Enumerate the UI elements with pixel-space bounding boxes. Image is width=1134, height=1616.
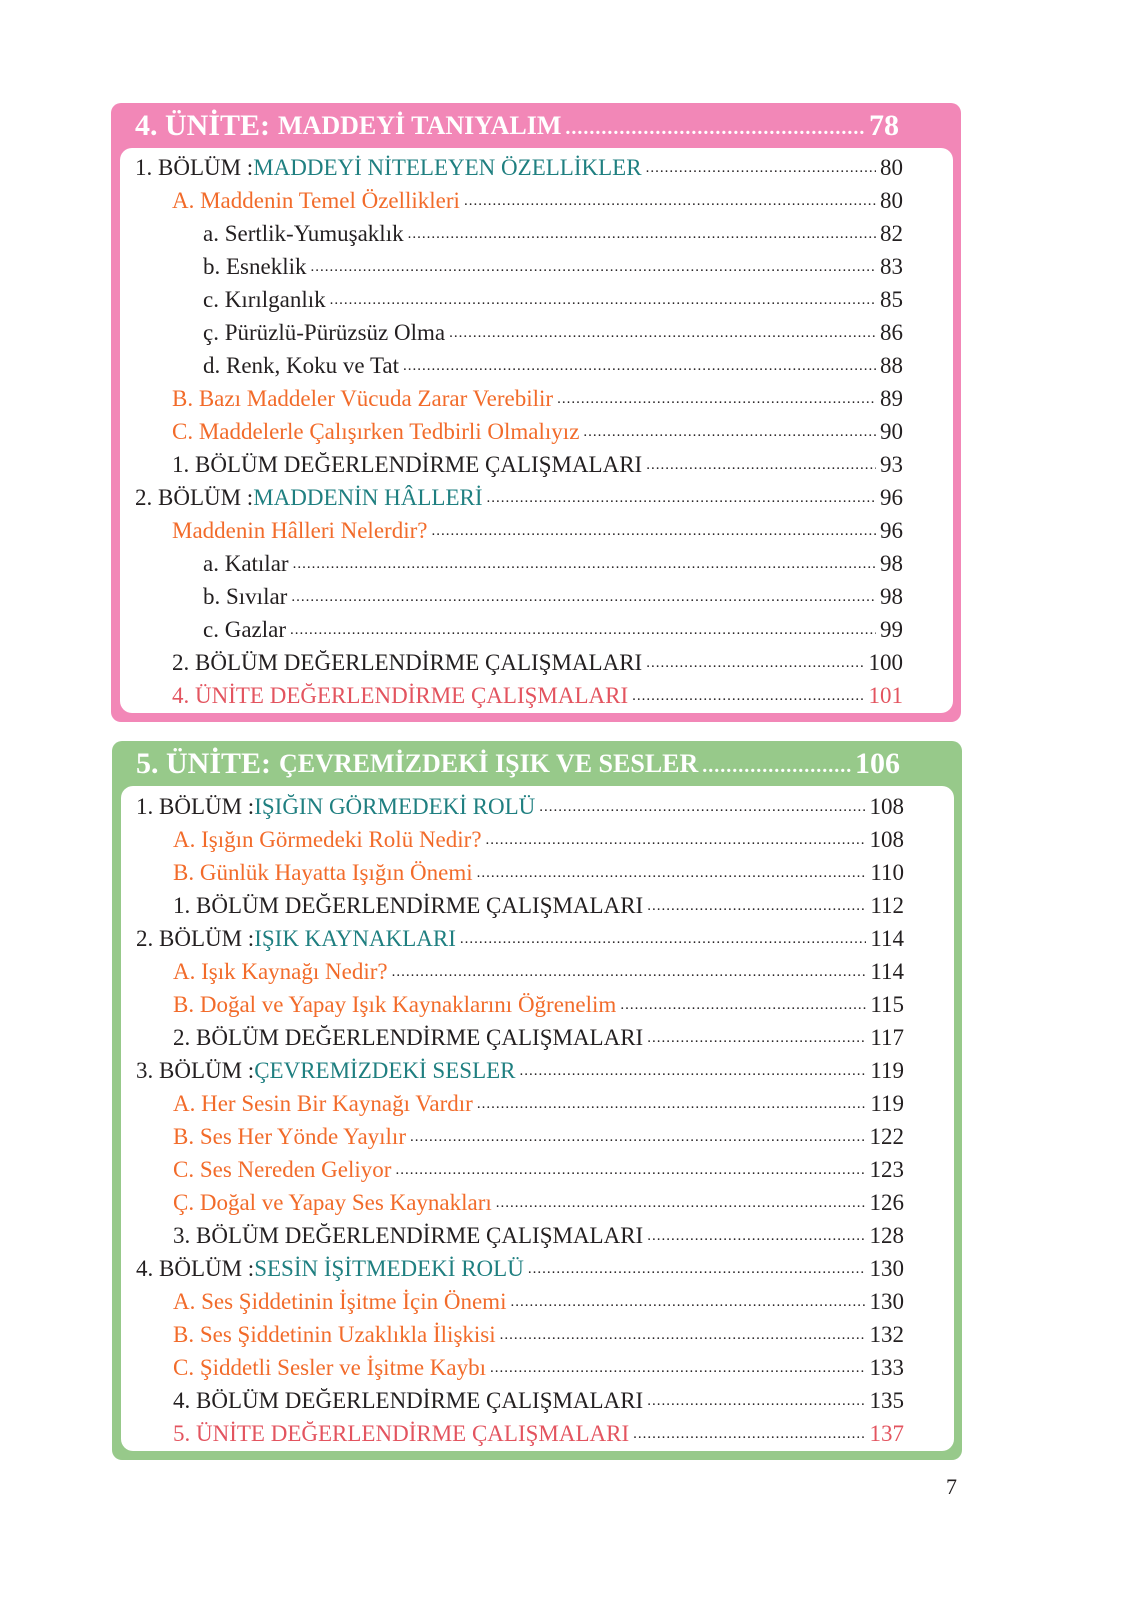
dot-leader: [620, 997, 866, 1021]
dot-leader: [647, 1228, 865, 1252]
toc-entry-bolum[interactable]: [136, 922, 904, 955]
entry-page: 117: [870, 1024, 904, 1050]
entry-page: 126: [869, 1189, 904, 1215]
toc-entry-sub[interactable]: [136, 856, 904, 889]
toc-entry-bolum[interactable]: [136, 1252, 904, 1285]
section-prefix: 2. BÖLÜM :: [136, 925, 255, 951]
toc-entry-bolum[interactable]: [135, 481, 903, 514]
unit-page: 106: [855, 746, 900, 780]
toc-entry-bolum[interactable]: [135, 151, 903, 184]
toc-entry-eval[interactable]: [135, 646, 903, 679]
entry-page: 132: [869, 1321, 904, 1347]
toc-entry-sub[interactable]: [136, 1318, 904, 1351]
entry-title: Maddenin Hâlleri Nelerdir?: [172, 517, 428, 543]
toc-entry-sub[interactable]: [136, 1120, 904, 1153]
entry-title: A. Işığın Görmedeki Rolü Nedir?: [173, 826, 482, 852]
dot-leader: [477, 1096, 867, 1120]
dot-leader: [486, 832, 866, 856]
dot-leader: [646, 160, 876, 184]
toc-entry-item[interactable]: [135, 250, 903, 283]
toc-entry-sub[interactable]: [136, 1087, 904, 1120]
section-title: IŞIĞIN GÖRMEDEKİ ROLÜ: [254, 793, 536, 819]
entry-title: 2. BÖLÜM DEĞERLENDİRME ÇALIŞMALARI: [173, 1024, 644, 1050]
section-prefix: 2. BÖLÜM :: [135, 484, 254, 510]
unit-title: MADDEYİ TANIYALIM: [278, 110, 562, 140]
entry-page: 115: [870, 991, 904, 1017]
entry-title: C. Şiddetli Sesler ve İşitme Kaybı: [173, 1354, 487, 1380]
entry-page: 130: [869, 1255, 904, 1281]
entry-page: 96: [880, 484, 903, 510]
entry-title: b. Esneklik: [203, 253, 307, 279]
section-prefix: 4. BÖLÜM :: [136, 1255, 255, 1281]
entry-page: 123: [869, 1156, 904, 1182]
entry-title: B. Günlük Hayatta Işığın Önemi: [173, 859, 473, 885]
dot-leader: [291, 589, 876, 613]
dot-leader: [646, 457, 876, 481]
unit-title: ÇEVREMİZDEKİ IŞIK VE SESLER: [279, 748, 699, 778]
entry-title: A. Ses Şiddetinin İşitme İçin Önemi: [173, 1288, 507, 1314]
entry-page: 112: [870, 892, 904, 918]
dot-leader: [539, 799, 865, 823]
toc-entry-sub[interactable]: [135, 382, 903, 415]
dot-leader: [431, 523, 876, 547]
dot-leader: [647, 1393, 865, 1417]
entry-title: Ç. Doğal ve Yapay Ses Kaynakları: [173, 1189, 492, 1215]
toc-entry-bolum[interactable]: [136, 790, 904, 823]
entry-title: A. Işık Kaynağı Nedir?: [173, 958, 388, 984]
dot-leader: [290, 622, 876, 646]
dot-leader: [520, 1063, 867, 1087]
toc-entry-sub[interactable]: [135, 184, 903, 217]
entry-title: a. Katılar: [203, 550, 289, 576]
entry-title: 5. ÜNİTE DEĞERLENDİRME ÇALIŞMALARI: [173, 1420, 630, 1446]
entry-title: b. Sıvılar: [203, 583, 288, 609]
entry-title: d. Renk, Koku ve Tat: [203, 352, 399, 378]
dot-leader: [392, 964, 867, 988]
entry-page: 99: [880, 616, 903, 642]
toc-entry-eval[interactable]: [136, 1219, 904, 1252]
dot-leader: [464, 193, 876, 217]
entry-page: 90: [880, 418, 903, 444]
entry-page: 114: [870, 925, 904, 951]
toc-entry-sub[interactable]: [135, 415, 903, 448]
entry-page: 122: [869, 1123, 904, 1149]
dot-leader: [583, 424, 876, 448]
section-prefix: 1. BÖLÜM :: [136, 793, 255, 819]
section-prefix: 3. BÖLÜM :: [136, 1057, 255, 1083]
dot-leader: [702, 755, 851, 786]
dot-leader: [408, 226, 876, 250]
dot-leader: [632, 688, 864, 712]
dot-leader: [395, 1162, 865, 1186]
entry-page: 85: [880, 286, 903, 312]
unit-5-box: [112, 741, 962, 1460]
toc-list: [120, 148, 953, 713]
toc-entry-item[interactable]: [135, 580, 903, 613]
toc-entry-item[interactable]: [135, 283, 903, 316]
entry-page: 80: [880, 154, 903, 180]
dot-leader: [490, 1360, 865, 1384]
toc-entry-bolum[interactable]: [136, 1054, 904, 1087]
entry-page: 96: [880, 517, 903, 543]
entry-page: 80: [880, 187, 903, 213]
entry-page: 108: [869, 826, 904, 852]
unit-header[interactable]: [111, 103, 961, 148]
entry-title: C. Maddelerle Çalışırken Tedbirli Olmalıyız: [172, 418, 580, 444]
entry-page: 133: [869, 1354, 904, 1380]
entry-page: 86: [880, 319, 903, 345]
dot-leader: [565, 117, 865, 148]
dot-leader: [460, 931, 866, 955]
toc-entry-sub[interactable]: [136, 1153, 904, 1186]
entry-title: 2. BÖLÜM DEĞERLENDİRME ÇALIŞMALARI: [172, 649, 643, 675]
section-title: IŞIK KAYNAKLARI: [254, 925, 456, 951]
toc-entry-sub[interactable]: [136, 1186, 904, 1219]
entry-title: 4. ÜNİTE DEĞERLENDİRME ÇALIŞMALARI: [172, 682, 629, 708]
entry-page: 93: [880, 451, 903, 477]
dot-leader: [477, 865, 867, 889]
unit-number: 4. ÜNİTE:: [135, 108, 271, 142]
dot-leader: [403, 358, 876, 382]
dot-leader: [510, 1294, 865, 1318]
section-title: MADDENİN HÂLLERİ: [253, 484, 483, 510]
dot-leader: [633, 1426, 865, 1450]
entry-title: ç. Pürüzlü-Pürüzsüz Olma: [203, 319, 446, 345]
entry-title: a. Sertlik-Yumuşaklık: [203, 220, 404, 246]
entry-title: c. Kırılganlık: [203, 286, 326, 312]
entry-title: c. Gazlar: [203, 616, 286, 642]
toc-entry-item[interactable]: [135, 547, 903, 580]
toc-entry-sub[interactable]: [136, 988, 904, 1021]
entry-title: 4. BÖLÜM DEĞERLENDİRME ÇALIŞMALARI: [173, 1387, 644, 1413]
entry-page: 130: [869, 1288, 904, 1314]
toc-entry-eval[interactable]: [136, 1021, 904, 1054]
toc-entry-item[interactable]: [135, 316, 903, 349]
entry-page: 119: [870, 1090, 904, 1116]
unit-page: 78: [869, 108, 899, 142]
toc-entry-sub[interactable]: [136, 1351, 904, 1384]
toc-entry-eval[interactable]: [136, 889, 904, 922]
toc-entry-sub[interactable]: [136, 955, 904, 988]
dot-leader: [311, 259, 877, 283]
entry-page: 135: [869, 1387, 904, 1413]
dot-leader: [487, 490, 876, 514]
entry-page: 82: [880, 220, 903, 246]
section-prefix: 1. BÖLÜM :: [135, 154, 254, 180]
entry-page: 128: [869, 1222, 904, 1248]
entry-page: 98: [880, 583, 903, 609]
entry-title: B. Ses Şiddetinin Uzaklıkla İlişkisi: [173, 1321, 496, 1347]
entry-page: 137: [869, 1420, 904, 1446]
entry-title: 1. BÖLÜM DEĞERLENDİRME ÇALIŞMALARI: [173, 892, 644, 918]
toc-entry-item[interactable]: [135, 217, 903, 250]
unit-4-box: [111, 103, 961, 722]
dot-leader: [496, 1195, 866, 1219]
toc-entry-sub[interactable]: [136, 1285, 904, 1318]
entry-page: 108: [869, 793, 904, 819]
entry-page: 101: [868, 682, 903, 708]
dot-leader: [293, 556, 876, 580]
toc-entry-ueval[interactable]: [136, 1417, 904, 1450]
entry-page: 100: [868, 649, 903, 675]
entry-page: 88: [880, 352, 903, 378]
entry-page: 114: [870, 958, 904, 984]
dot-leader: [647, 1030, 866, 1054]
entry-title: A. Maddenin Temel Özellikleri: [172, 187, 460, 213]
dot-leader: [528, 1261, 866, 1285]
toc-entry-sub[interactable]: [136, 823, 904, 856]
dot-leader: [647, 898, 866, 922]
entry-page: 89: [880, 385, 903, 411]
entry-title: A. Her Sesin Bir Kaynağı Vardır: [173, 1090, 473, 1116]
dot-leader: [557, 391, 876, 415]
entry-title: B. Doğal ve Yapay Işık Kaynaklarını Öğrenelim: [173, 991, 617, 1017]
toc-entry-eval[interactable]: [136, 1384, 904, 1417]
dot-leader: [500, 1327, 866, 1351]
toc-entry-ueval[interactable]: [135, 679, 903, 712]
unit-number: 5. ÜNİTE:: [136, 746, 272, 780]
entry-page: 119: [870, 1057, 904, 1083]
dot-leader: [330, 292, 876, 316]
entry-title: B. Ses Her Yönde Yayılır: [173, 1123, 406, 1149]
section-title: MADDEYİ NİTELEYEN ÖZELLİKLER: [253, 154, 642, 180]
entry-title: C. Ses Nereden Geliyor: [173, 1156, 392, 1182]
toc-entry-sub[interactable]: [135, 514, 903, 547]
entry-page: 83: [880, 253, 903, 279]
toc-entry-item[interactable]: [135, 613, 903, 646]
section-title: SESİN İŞİTMEDEKİ ROLÜ: [254, 1255, 524, 1281]
unit-header[interactable]: [112, 741, 962, 786]
toc-list: [121, 786, 954, 1451]
toc-entry-item[interactable]: [135, 349, 903, 382]
dot-leader: [410, 1129, 866, 1153]
entry-title: 1. BÖLÜM DEĞERLENDİRME ÇALIŞMALARI: [172, 451, 643, 477]
toc-entry-eval[interactable]: [135, 448, 903, 481]
entry-title: B. Bazı Maddeler Vücuda Zarar Verebilir: [172, 385, 554, 411]
entry-title: 3. BÖLÜM DEĞERLENDİRME ÇALIŞMALARI: [173, 1222, 644, 1248]
section-title: ÇEVREMİZDEKİ SESLER: [254, 1057, 516, 1083]
page-number: 7: [946, 1474, 957, 1499]
dot-leader: [449, 325, 876, 349]
entry-page: 98: [880, 550, 903, 576]
dot-leader: [646, 655, 864, 679]
entry-page: 110: [870, 859, 904, 885]
